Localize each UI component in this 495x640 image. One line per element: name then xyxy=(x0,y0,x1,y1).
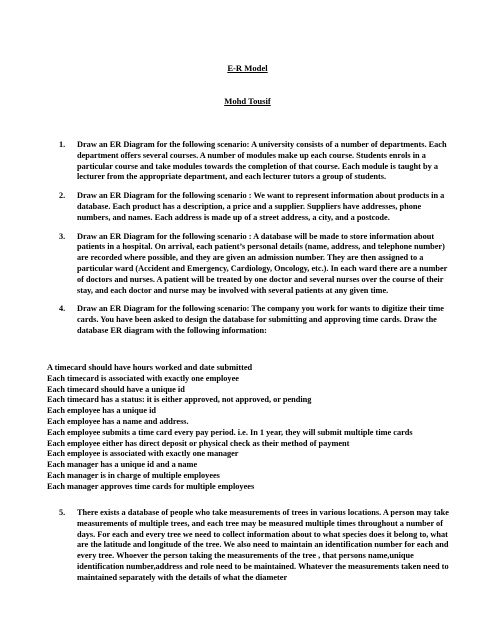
fact-line: Each timecard should have a unique id xyxy=(47,384,185,394)
question-number: 2. xyxy=(59,191,66,201)
question-text: Draw an ER Diagram for the following scenario: The company you work for wants to digitize their time cards. You have been asked to design the database for submitting and approving time cards. Draw the database ER diagram with the following information: xyxy=(77,304,444,335)
fact-line: A timecard should have hours worked and date submitted xyxy=(47,363,253,372)
question-number: 4. xyxy=(59,304,66,314)
question-text: Draw an ER Diagram for the following scenario : A database will be made to store information about patients in a hospital. On arrival, each patient’s personal details (name, address, and telephone number) are recorded where possible, and they are given an admission number. They are then assigned to a particular ward (Accident and Emergency, Cardiology, Oncology, etc.). In each ward there are a number of doctors and nurses. A patient will be treated by one doctor and several nurses over the course of their stay, and each doctor and nurse may be involved with several patients at any given time. xyxy=(77,231,448,295)
fact-line: Each manager has a unique id and a name xyxy=(47,460,198,470)
fact-line: Each manager is in charge of multiple employees xyxy=(47,470,220,480)
question-item xyxy=(59,232,451,297)
question-item xyxy=(59,304,451,336)
question-text: Draw an ER Diagram for the following scenario : We want to represent information about products in a database. Each product has a description, a price and a supplier. Suppliers have addresses, phone numbers, and names. Each address is made up of a street address, a city, and a postcode. xyxy=(77,191,445,222)
question-number: 3. xyxy=(59,231,66,241)
question-number: 5. xyxy=(59,508,66,517)
question-item xyxy=(59,508,451,584)
question-list-continued xyxy=(59,508,451,592)
question-list xyxy=(59,140,451,345)
document-author: Mohd Tousif xyxy=(224,96,271,106)
question-item xyxy=(59,191,451,223)
fact-line: Each employee is associated with exactly one manager xyxy=(47,449,239,459)
fact-line: Each employee submits a time card every pay period. i.e. In 1 year, they will submit multiple time cards xyxy=(47,427,413,437)
fact-line: Each employee has a unique id xyxy=(47,406,157,416)
question-text: There exists a database of people who take measurements of trees in various locations. A person may take measurements of multiple trees, and each tree may be measured multiple times throughout a number of days. For each and every tree we need to collect information about to what species does it belong to, what are the latitude and longitude of the tree. We also need to maintain an identification number for each and every tree. Whoever the person taking the measurements of the tree , that persons name,unique identification number,address and role need to be maintained. Whatever the measurements taken need to maintained separately with the details of what the diameter xyxy=(77,508,449,582)
fact-line: Each employee has a name and address. xyxy=(47,416,189,426)
document-title: E-R Model xyxy=(227,63,268,73)
question-item xyxy=(59,140,451,183)
fact-line: Each manager approves time cards for multiple employees xyxy=(47,481,255,491)
fact-line: Each timecard is associated with exactly one employee xyxy=(47,373,239,383)
timecard-facts xyxy=(47,363,452,493)
question-text: Draw an ER Diagram for the following scenario: A university consists of a number of departments. Each department offers several courses. A number of modules make up each course. Students enrols in a particular course and take modules towards the completion of that course. Each module is taught by a lecturer from the appropriate department, and each lecturer tutors a group of students. xyxy=(77,140,447,182)
fact-line: Each timecard has a status: it is either approved, not approved, or pending xyxy=(47,395,312,405)
fact-line: Each employee either has direct deposit or physical check as their method of payment xyxy=(47,438,350,448)
question-number: 1. xyxy=(59,140,66,149)
